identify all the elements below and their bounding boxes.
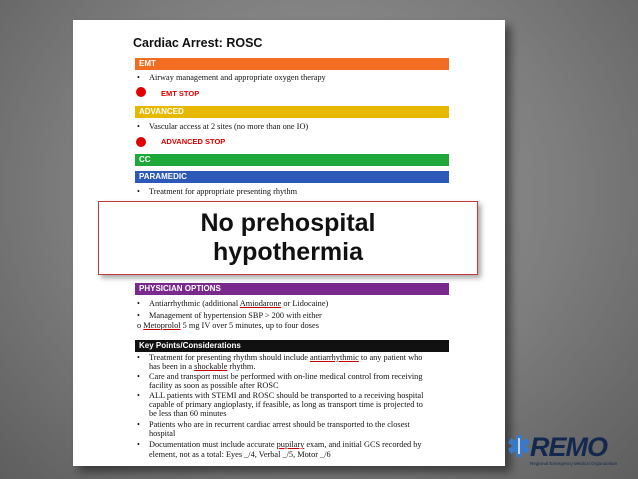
advanced-item: • Vascular access at 2 sites (no more than one IO) [137, 122, 309, 131]
keypoint-1-cont-term: shockable [194, 362, 228, 371]
keypoint-4-text: Patients who are in recurrent cardiac arrest should be transported to the closest [149, 420, 410, 429]
keypoint-3-text: ALL patients with STEMI and ROSC should be transported to a receiving hospital [149, 391, 424, 400]
remo-logo [508, 432, 616, 472]
physician-item-1: • Antiarrhythmic (additional Amiodarone or Lidocaine) [137, 299, 329, 308]
keypoint-4: • Patients who are in recurrent cardiac arrest should be transported to the closest [137, 420, 410, 429]
cc-header-bar: CC [135, 154, 449, 166]
logo-subtitle: Regional Emergency Medical Organization [530, 461, 618, 466]
keypoint-5-term: pupilary [276, 440, 305, 449]
physician-item-1-tail: or Lidocaine) [281, 299, 329, 308]
keypoint-1-tail: to any patient who [358, 353, 423, 362]
document-title: Cardiac Arrest: ROSC [133, 36, 263, 50]
keypoint-5-tail: exam, and initial GCS recorded by [304, 440, 422, 449]
keypoints-header-bar: Key Points/Considerations [135, 340, 449, 352]
advanced-stop-label: ADVANCED STOP [161, 137, 226, 146]
physician-header-bar: PHYSICIAN OPTIONS [135, 283, 449, 295]
keypoint-1-cont-text: has been in a [149, 362, 195, 371]
callout-line-1: No prehospital [200, 209, 376, 237]
physician-item-1-drug: Amiodarone [239, 299, 282, 308]
hypothermia-callout [98, 201, 478, 275]
emt-header-bar: EMT [135, 58, 449, 70]
emt-item-text: Airway management and appropriate oxygen therapy [149, 73, 326, 82]
keypoint-1: • Treatment for presenting rhythm should include antiarrhythmic to any patient who [137, 353, 423, 362]
emt-stop-icon [136, 87, 146, 97]
keypoint-1-term: antiarrhythmic [310, 353, 359, 362]
keypoint-1-cont-tail: rhythm. [227, 362, 256, 371]
physician-item-1-text: Antiarrhythmic (additional [149, 299, 240, 308]
physician-item-2-sub-drug: Metoprolol [143, 321, 181, 330]
advanced-stop-icon [136, 137, 146, 147]
callout-line-2: hypothermia [212, 238, 364, 266]
star-of-life-icon [508, 434, 530, 458]
keypoint-4-cont: hospital [149, 429, 176, 438]
emt-item: • Airway management and appropriate oxygen therapy [137, 73, 326, 82]
keypoint-3-cont-1: capable of primary angioplasty, if feasible, as long as transport time is projected to [149, 400, 423, 409]
keypoint-5: • Documentation must include accurate pupilary exam, and initial GCS recorded by [137, 440, 422, 449]
keypoint-5-text: Documentation must include accurate [149, 440, 277, 449]
physician-item-2-text: Management of hypertension SBP > 200 with either [149, 311, 322, 320]
paramedic-header-bar: PARAMEDIC [135, 171, 449, 183]
physician-item-2-sub [137, 321, 319, 332]
keypoint-3-cont-2: be less than 60 minutes [149, 409, 227, 418]
physician-item-2-sub-marker: o [137, 321, 144, 330]
keypoint-2: • Care and transport must be performed with on-line medical control from receiving [137, 372, 423, 381]
paramedic-item: • Treatment for appropriate presenting rhythm [137, 187, 298, 196]
physician-item-2-sub-text: 5 mg IV over 5 minutes, up to four doses [180, 321, 319, 330]
emt-stop-label: EMT STOP [161, 89, 200, 98]
keypoint-5-cont: element, not as a total: Eyes _/4, Verbal _/5, Motor _/6 [149, 450, 331, 459]
advanced-header-bar: ADVANCED [135, 106, 449, 118]
physician-item-2: • Management of hypertension SBP > 200 with either [137, 311, 322, 320]
logo-wordmark: REMO [530, 432, 607, 462]
advanced-item-text: Vascular access at 2 sites (no more than one IO) [149, 122, 309, 131]
keypoint-1-cont [149, 362, 255, 373]
keypoint-3: • ALL patients with STEMI and ROSC should be transported to a receiving hospital [137, 391, 424, 400]
keypoint-1-text: Treatment for presenting rhythm should include [149, 353, 310, 362]
keypoint-2-cont: facility as soon as possible after ROSC [149, 381, 279, 390]
paramedic-item-text: Treatment for appropriate presenting rhythm [149, 187, 298, 196]
keypoint-2-text: Care and transport must be performed with on-line medical control from receiving [149, 372, 423, 381]
